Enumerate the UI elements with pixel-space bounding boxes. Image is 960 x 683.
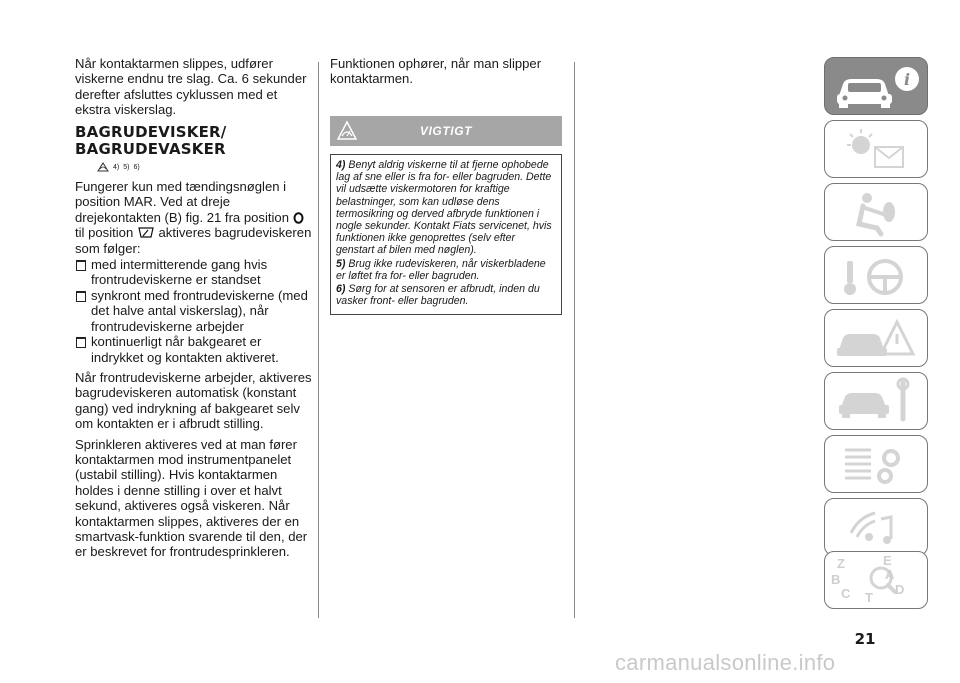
section-heading: BAGRUDEVISKER/ BAGRUDEVASKER [75,122,227,158]
intro-paragraph: Når kontaktarmen slippes, udfører viskerne endnu tre slag. Ca. 6 sekunder derefter afsluttes cyklussen med et ekstra viskerslag. [75,56,307,118]
off-position-icon [293,212,304,224]
index-letter: B [831,572,841,587]
index-letter: A [885,567,895,582]
position-paragraph: Fungerer kun med tændingsnøglen i position MAR. Ved at dreje drejekontakten (B) fig. 21 fra position til position aktiveres bagrudeviskeren som følger: [75,179,312,256]
column-divider [574,62,575,618]
sprinkler-paragraph: Sprinkleren aktiveres ved at man fører kontaktarmen mod instrumentpanelet (ustabil stilling). Hvis kontaktarmen holdes i denne stilling i over et halvt sekund, aktiveres også viskeren. Når kontaktarmen slippes, aktiveres der en smartvask-funktion svarende til den, der er beskrevet for frontrudesprinkleren. [75,436,308,560]
middle-column [330,56,562,92]
watermark: carmanualsonline.info [615,650,836,675]
car-warning-triangle-icon [825,310,927,366]
wiper-warning-icon [97,162,109,172]
tab-maintenance[interactable] [824,372,928,430]
page-number: 21 [854,630,876,648]
index-letter: Z [837,556,845,571]
function-stop-paragraph: Funktionen ophører, når man slipper kontaktarmen. [330,56,542,87]
car-service-wrench-icon [825,373,927,429]
list-item: kontinuerligt når bakgearet er indrykket og kontakten aktiveret. [75,334,315,365]
reverse-gear-paragraph: Når frontrudeviskerne arbejder, aktiveres bagrudeviskeren automatisk (konstant gang) ved indrykning af bakgearet selv om kontakten er i afbrudt stilling. [75,369,312,432]
important-notice-box [330,116,562,315]
important-notes [330,154,562,315]
tab-safety[interactable] [824,183,928,241]
tab-car-info[interactable] [824,57,928,115]
left-column [75,56,315,565]
ref-6: 6) [133,163,140,171]
multimedia-icon [825,499,927,555]
bullet-icon [76,337,86,348]
note-6: 6) Sørg for at sensoren er afbrudt, inden du vasker front- eller bagruden. [336,283,540,308]
car-info-icon [825,58,927,114]
specifications-gear-icon [825,436,927,492]
tab-start-drive[interactable] [824,246,928,304]
index-letter: C [841,586,851,601]
key-steering-wheel-icon [825,247,927,303]
column-divider [318,62,319,618]
bullet-icon [76,291,86,302]
svg-text:i: i [903,70,911,89]
list-item: med intermitterende gang hvis frontrudeviskerne er standset [75,257,315,288]
index-letter: T [865,590,873,605]
note-4: 4) Benyt aldrig viskerne til at fjerne ophobede lag af sne eller is fra for- eller bagruden. Dette vil udsætte viskermotoren for kraftige belastninger, som kan udløse dens termosikring og derved afbryde funktionen i nogle sekunder. Kontakt Fiats servicenet, hvis funktionen ikke genoprettes (selv efter genstart af bilen med nøglen). [336,159,552,257]
ref-4: 4) [113,163,120,171]
important-title: VIGTIGT [419,124,473,138]
airbag-seat-icon [825,184,927,240]
tab-specifications[interactable] [824,435,928,493]
index-letter: D [895,582,905,597]
index-letter: E [883,553,892,568]
note-5: 5) Brug ikke rudeviskeren, når viskerbladene er løftet fra for- eller bagruden. [336,257,546,282]
tab-emergency[interactable] [824,309,928,367]
tab-index[interactable] [824,551,928,609]
dashboard-lights-icon [825,121,927,177]
ref-5: 5) [123,163,130,171]
tab-dashboard[interactable] [824,120,928,178]
rear-wiper-icon [137,226,155,239]
important-header [330,116,562,146]
bullet-icon [76,260,86,271]
tab-multimedia[interactable] [824,498,928,556]
list-item: synkront med frontrudeviskerne (med det halve antal viskerslag), når frontrudeviskerne arbejder [75,288,315,334]
warning-references [97,160,315,175]
